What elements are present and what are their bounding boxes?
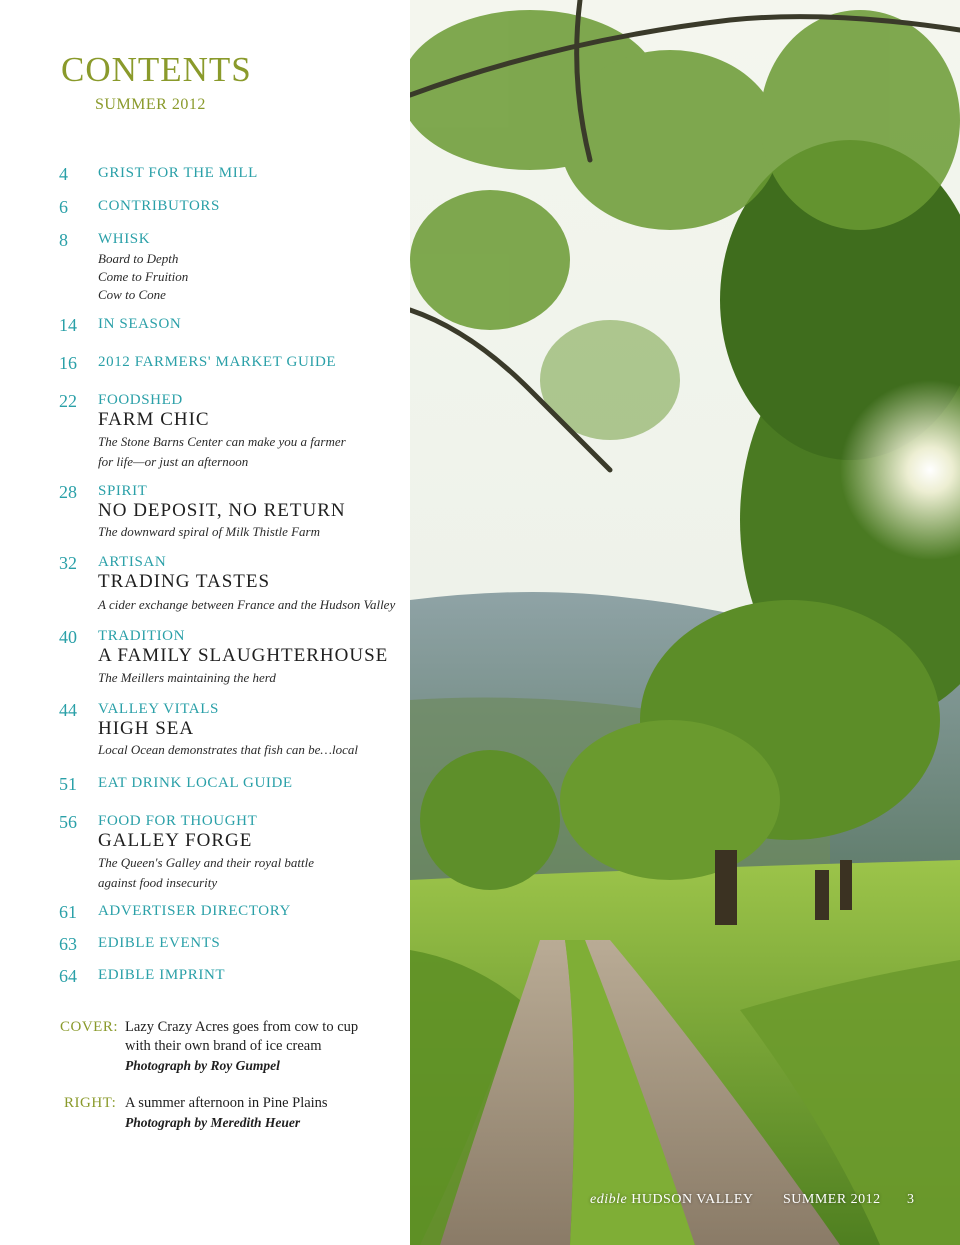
- article-headline: GALLEY FORGE: [98, 830, 253, 851]
- section-title: TRADITION: [98, 628, 186, 644]
- entry-description: The Stone Barns Center can make you a farmer: [98, 434, 346, 449]
- page-number: 28: [59, 482, 77, 502]
- entry-description: A cider exchange between France and the Hudson Valley: [98, 597, 396, 612]
- contents-column: [0, 0, 410, 1245]
- photo-credit: Photograph by Meredith Heuer: [125, 1115, 301, 1130]
- article-headline: NO DEPOSIT, NO RETURN: [98, 500, 346, 521]
- section-title: FOOD FOR THOUGHT: [98, 813, 258, 829]
- article-headline: FARM CHIC: [98, 409, 210, 430]
- article-headline: TRADING TASTES: [98, 571, 271, 592]
- page-number: 40: [59, 627, 77, 647]
- page-number: 64: [59, 966, 77, 986]
- section-title: ADVERTISER DIRECTORY: [98, 903, 291, 919]
- entry-description: for life—or just an afternoon: [98, 454, 249, 469]
- issue-label: SUMMER 2012: [95, 96, 206, 113]
- footer-brand: [590, 1192, 754, 1208]
- page-number: 16: [59, 353, 77, 373]
- photo-credit: Photograph by Roy Gumpel: [125, 1058, 280, 1073]
- page-number: 14: [59, 315, 77, 335]
- page-number: 61: [59, 902, 77, 922]
- section-title: EDIBLE EVENTS: [98, 935, 221, 951]
- page-number: 22: [59, 391, 77, 411]
- article-headline: A FAMILY SLAUGHTERHOUSE: [98, 645, 389, 666]
- entry-description: The Queen's Galley and their royal battle: [98, 855, 315, 870]
- page-title: CONTENTS: [61, 50, 252, 89]
- entry-description: The downward spiral of Milk Thistle Farm: [98, 524, 320, 539]
- section-title: GRIST FOR THE MILL: [98, 165, 258, 181]
- page-number-footer: 3: [907, 1192, 915, 1207]
- section-title: 2012 FARMERS' MARKET GUIDE: [98, 354, 337, 370]
- page-number: 8: [59, 230, 68, 250]
- entry-description: Cow to Cone: [98, 287, 166, 302]
- article-headline: HIGH SEA: [98, 718, 195, 739]
- entry-description: Come to Fruition: [98, 269, 189, 284]
- page-number: 32: [59, 553, 77, 573]
- credit-text: Lazy Crazy Acres goes from cow to cup: [125, 1019, 359, 1035]
- page-number: 56: [59, 812, 77, 832]
- page-number: 44: [59, 700, 77, 720]
- entry-description: Board to Depth: [98, 251, 179, 266]
- entry-description: against food insecurity: [98, 875, 218, 890]
- section-title: FOODSHED: [98, 392, 183, 408]
- credit-text: with their own brand of ice cream: [125, 1038, 322, 1054]
- section-title: WHISK: [98, 231, 151, 247]
- section-title: EAT DRINK LOCAL GUIDE: [98, 775, 293, 791]
- country-road-photo: [410, 0, 960, 1245]
- page-number: 51: [59, 774, 77, 794]
- page-number: 63: [59, 934, 77, 954]
- credit-label: COVER:: [60, 1019, 119, 1035]
- section-title: IN SEASON: [98, 316, 182, 332]
- page-number: 6: [59, 197, 68, 217]
- section-title: ARTISAN: [98, 554, 167, 570]
- page-number: 4: [59, 164, 68, 184]
- section-title: CONTRIBUTORS: [98, 198, 220, 214]
- section-title: EDIBLE IMPRINT: [98, 967, 226, 983]
- section-title: VALLEY VITALS: [98, 701, 219, 717]
- credit-label: RIGHT:: [64, 1095, 117, 1111]
- credit-text: A summer afternoon in Pine Plains: [125, 1095, 328, 1111]
- brand-name: HUDSON VALLEY: [631, 1192, 754, 1207]
- brand-edible: edible: [590, 1192, 628, 1207]
- section-title: SPIRIT: [98, 483, 148, 499]
- footer-issue: SUMMER 2012: [783, 1192, 881, 1207]
- entry-description: Local Ocean demonstrates that fish can be…local: [98, 742, 358, 757]
- entry-description: The Meillers maintaining the herd: [98, 670, 276, 685]
